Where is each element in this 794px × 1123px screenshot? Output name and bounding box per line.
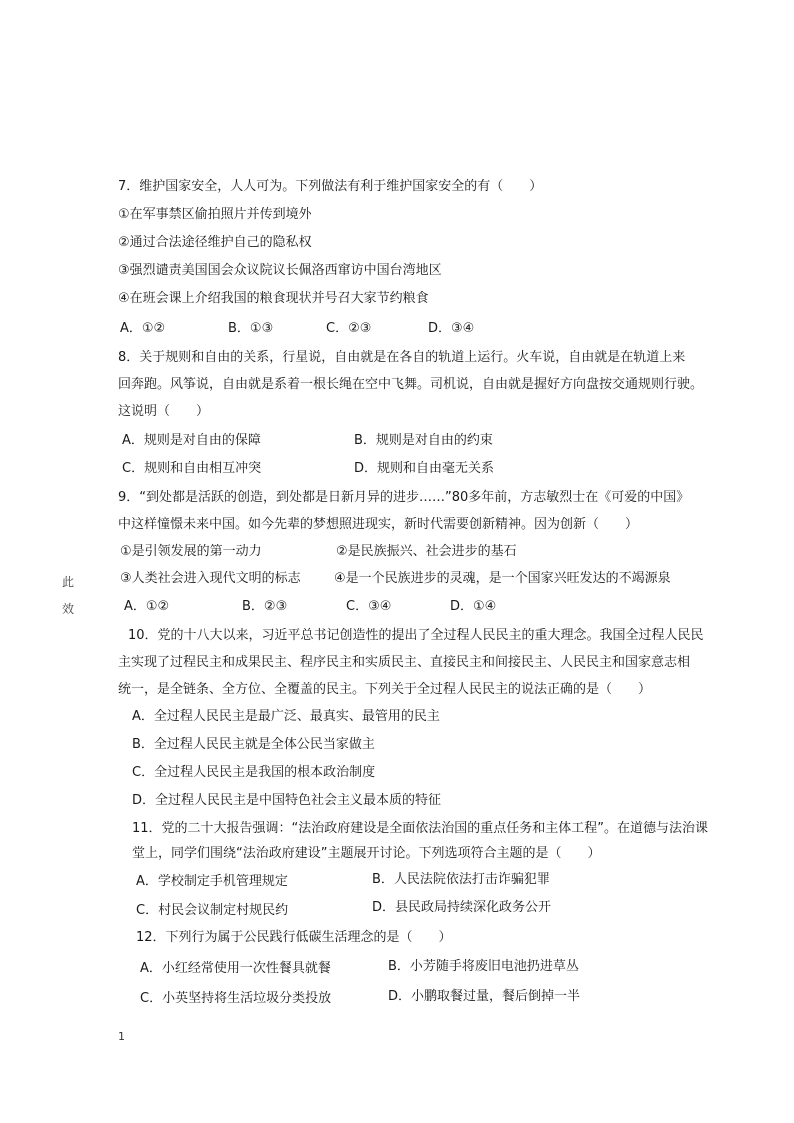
- q9-option-a: A．①②: [124, 599, 170, 614]
- q10-stem-line-1: 10．党的十八大以来，习近平总书记创造性的提出了全过程人民民主的重大理念。我国全过程人民民: [128, 628, 704, 643]
- q7-item-3: ③强烈谴责美国国会众议院议长佩洛西窜访中国台湾地区: [118, 263, 442, 278]
- q9-item-1: ①是引领发展的第一动力: [120, 544, 262, 559]
- q10-option-c: C．全过程人民民主是我国的根本政治制度: [132, 765, 376, 780]
- q8-stem-line-1: 8．关于规则和自由的关系，行星说，自由就是在各自的轨道上运行。火车说，自由就是在轨道上来: [118, 350, 686, 365]
- q12-option-b: B．小芳随手将废旧电池扔进草丛: [388, 959, 579, 974]
- q12-option-d: D．小鹏取餐过量，餐后倒掉一半: [388, 989, 581, 1004]
- q8-option-b: B．规则是对自由的约束: [354, 433, 493, 448]
- q9-item-4: ④是一个民族进步的灵魂，是一个国家兴旺发达的不竭源泉: [334, 571, 671, 586]
- q7-item-4: ④在班会课上介绍我国的粮食现状并号召大家节约粮食: [118, 291, 429, 306]
- q10-stem-line-2: 主实现了过程民主和成果民主、程序民主和实质民主、直接民主和间接民主、人民民主和国家意志相: [118, 655, 691, 670]
- q9-item-3: ③人类社会进入现代文明的标志: [120, 571, 301, 586]
- q10-option-b: B．全过程人民民主就是全体公民当家做主: [132, 737, 375, 752]
- q10-stem-line-3: 统一，是全链条、全方位、全覆盖的民主。下列关于全过程人民民主的说法正确的是（ ）: [118, 682, 652, 697]
- q10-option-a: A．全过程人民民主是最广泛、最真实、最管用的民主: [132, 709, 440, 724]
- q7-option-d: D．③④: [428, 321, 475, 336]
- q7-stem: 7．维护国家安全，人人可为。下列做法有利于维护国家安全的有（ ）: [118, 179, 543, 194]
- q9-item-2: ②是民族振兴、社会进步的基石: [336, 544, 517, 559]
- margin-char-1: 此: [62, 575, 75, 589]
- page-number: 1: [118, 1030, 125, 1043]
- q12-stem: 12．下列行为属于公民践行低碳生活理念的是（ ）: [136, 930, 452, 945]
- q11-stem-line-2: 堂上，同学们围绕“法治政府建设”主题展开讨论。下列选项符合主题的是（ ）: [132, 846, 601, 861]
- q8-stem-line-3: 这说明（ ）: [118, 404, 210, 419]
- q11-option-a: A．学校制定手机管理规定: [136, 874, 288, 889]
- q9-option-d: D．①④: [450, 599, 497, 614]
- q11-option-c: C．村民会议制定村规民约: [136, 903, 289, 918]
- q11-option-b: B．人民法院依法打击诈骗犯罪: [372, 872, 550, 887]
- q7-option-c: C．②③: [326, 321, 372, 336]
- q8-stem-line-2: 回奔跑。风筝说，自由就是系着一根长绳在空中飞舞。司机说，自由就是握好方向盘按交通规则行驶。: [118, 377, 704, 392]
- q9-stem-line-2: 中这样憧憬未来中国。如今先辈的梦想照进现实，新时代需要创新精神。因为创新（ ）: [118, 517, 639, 532]
- q12-option-a: A．小红经常使用一次性餐具就餐: [140, 961, 331, 976]
- margin-char-2: 效: [62, 602, 75, 616]
- q9-stem-line-1: 9．“到处都是活跃的创造，到处都是日新月异的进步……”80多年前，方志敏烈士在《可爱的中国》: [118, 490, 690, 505]
- q9-option-b: B．②③: [242, 599, 288, 614]
- q8-option-d: D．规则和自由毫无关系: [354, 461, 495, 476]
- q7-item-2: ②通过合法途径维护自己的隐私权: [118, 235, 312, 250]
- q12-option-c: C．小英坚持将生活垃圾分类投放: [140, 991, 332, 1006]
- q7-option-b: B．①③: [228, 321, 274, 336]
- q10-option-d: D．全过程人民民主是中国特色社会主义最本质的特征: [132, 793, 442, 808]
- q7-item-1: ①在军事禁区偷拍照片并传到境外: [118, 207, 312, 222]
- q11-stem-line-1: 11．党的二十大报告强调：“法治政府建设是全面依法治国的重点任务和主体工程”。在道德与法治课: [132, 821, 709, 836]
- q7-option-a: A．①②: [120, 321, 166, 336]
- q8-option-a: A．规则是对自由的保障: [122, 433, 261, 448]
- q9-option-c: C．③④: [346, 599, 392, 614]
- q11-option-d: D．县民政局持续深化政务公开: [372, 900, 552, 915]
- q8-option-c: C．规则和自由相互冲突: [122, 461, 262, 476]
